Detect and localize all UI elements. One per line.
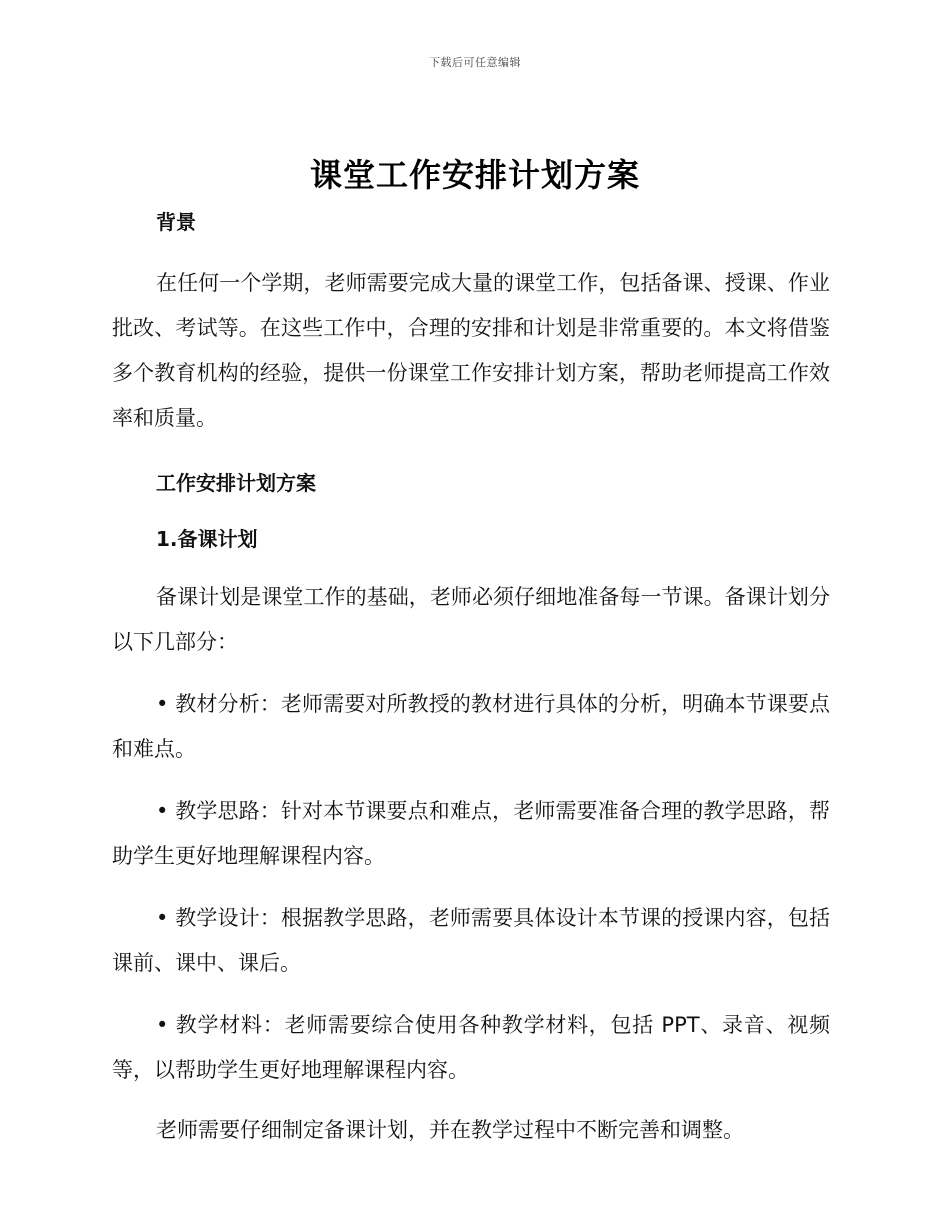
prep-intro-paragraph: 备课计划是课堂工作的基础，老师必须仔细地准备每一节课。备课计划分以下几部分： [112, 585, 830, 654]
document-body [112, 205, 830, 1153]
header-note: 下载后可任意编辑 [429, 56, 521, 69]
prep-conclusion-paragraph: 老师需要仔细制定备课计划，并在教学过程中不断完善和调整。 [156, 1118, 744, 1142]
bullet-textbook-analysis: • 教材分析：老师需要对所教授的教材进行具体的分析，明确本节课要点和难点。 [112, 692, 830, 761]
background-paragraph: 在任何一个学期，老师需要完成大量的课堂工作，包括备课、授课、作业批改、考试等。在这些工作中，合理的安排和计划是非常重要的。本文将借鉴多个教育机构的经验，提供一份课堂工作安排计划方案，帮助老师提高工作效率和质量。 [112, 271, 830, 430]
document-title: 课堂工作安排计划方案 [309, 156, 640, 194]
bullet-teaching-materials: • 教学材料：老师需要综合使用各种教学材料，包括 PPT、录音、视频等，以帮助学生更好地理解课程内容。 [112, 1013, 830, 1082]
background-heading: 背景 [156, 210, 196, 234]
bullet-teaching-approach: • 教学思路：针对本节课要点和难点，老师需要准备合理的教学思路，帮助学生更好地理解课程内容。 [112, 799, 830, 868]
prep-heading: 1.备课计划 [156, 527, 258, 551]
plan-heading: 工作安排计划方案 [156, 471, 316, 495]
bullet-teaching-design: • 教学设计：根据教学思路，老师需要具体设计本节课的授课内容，包括课前、课中、课后。 [112, 906, 830, 975]
